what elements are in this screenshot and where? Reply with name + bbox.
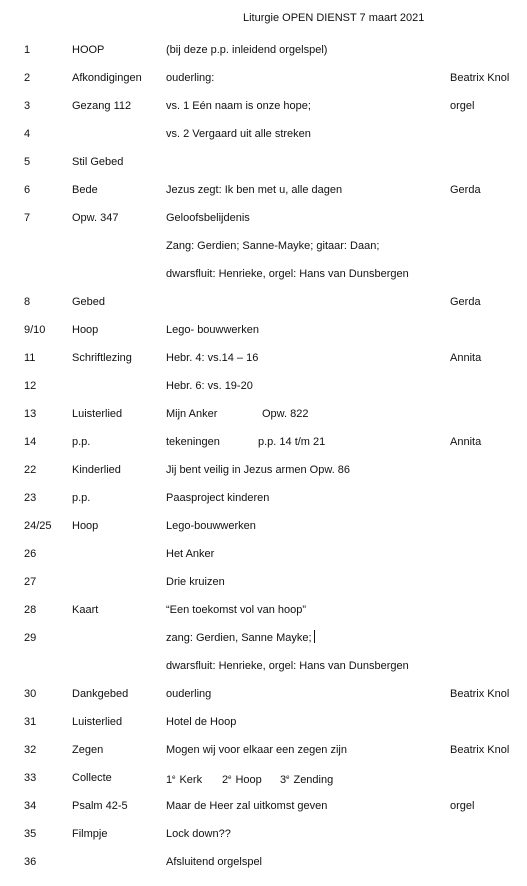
liturgy-row xyxy=(0,854,527,870)
row-number: 13 xyxy=(24,408,37,420)
row-description: zang: Gerdien, Sanne Mayke; xyxy=(166,632,312,644)
row-item: Gebed xyxy=(72,296,106,308)
liturgy-row xyxy=(0,210,527,226)
row-description: Het Anker xyxy=(166,548,215,560)
liturgy-row xyxy=(0,770,527,786)
liturgy-row xyxy=(0,490,527,506)
row-item: Schriftlezing xyxy=(72,352,132,364)
liturgy-row xyxy=(0,266,527,282)
row-number: 12 xyxy=(24,380,37,392)
row-description: vs. 2 Vergaard uit alle streken xyxy=(166,128,311,140)
row-number: 26 xyxy=(24,548,37,560)
row-number: 14 xyxy=(24,436,37,448)
row-description: Afsluitend orgelspel xyxy=(166,856,263,868)
collecte-ordinal: 2 xyxy=(222,774,229,786)
row-item: Psalm 42-5 xyxy=(72,800,128,812)
collecte-label: Hoop xyxy=(235,774,262,786)
row-responsible: Beatrix Knol xyxy=(450,688,510,700)
row-description: Hotel de Hoop xyxy=(166,716,237,728)
row-number: 36 xyxy=(24,856,37,868)
row-number: 2 xyxy=(24,72,31,84)
liturgy-row xyxy=(0,182,527,198)
row-number: 7 xyxy=(24,212,31,224)
liturgy-row xyxy=(0,434,527,450)
row-description: ouderling xyxy=(166,688,212,700)
row-description: Jij bent veilig in Jezus armen Opw. 86 xyxy=(166,464,351,476)
row-description: Geloofsbelijdenis xyxy=(166,212,250,224)
row-description: Maar de Heer zal uitkomst geven xyxy=(166,800,328,812)
row-number: 11 xyxy=(24,352,36,364)
row-item: Opw. 347 xyxy=(72,212,119,224)
row-description: Hebr. 6: vs. 19-20 xyxy=(166,380,253,392)
row-number: 29 xyxy=(24,632,37,644)
row-item: Kaart xyxy=(72,604,99,616)
row-responsible: Gerda xyxy=(450,184,481,196)
row-responsible: Gerda xyxy=(450,296,481,308)
row-description: “Een toekomst vol van hoop” xyxy=(166,604,307,616)
collecte-label: Kerk xyxy=(179,774,203,786)
row-item: Dankgebed xyxy=(72,688,129,700)
row-description: Jezus zegt: Ik ben met u, alle dagen xyxy=(166,184,343,196)
row-item: p.p. xyxy=(72,436,91,448)
row-item: Kinderlied xyxy=(72,464,121,476)
collecte-ordinal: 3 xyxy=(280,774,287,786)
row-number: 34 xyxy=(24,800,37,812)
liturgy-row xyxy=(0,686,527,702)
liturgy-row xyxy=(0,350,527,366)
row-number: 27 xyxy=(24,576,37,588)
liturgy-row xyxy=(0,658,527,674)
row-number: 30 xyxy=(24,688,37,700)
row-description: ouderling: xyxy=(166,72,215,84)
collecte-label: Zending xyxy=(293,774,334,786)
row-description: Mogen wij voor elkaar een zegen zijn xyxy=(166,744,347,756)
liturgy-row xyxy=(0,602,527,618)
row-number: 33 xyxy=(24,772,37,784)
row-item: Filmpje xyxy=(72,828,108,840)
liturgy-row xyxy=(0,70,527,86)
liturgy-row xyxy=(0,798,527,814)
row-number: 9/10 xyxy=(24,324,46,336)
row-responsible: Annita xyxy=(450,352,482,364)
liturgy-row xyxy=(0,546,527,562)
collecte-ordinal-suffix: e xyxy=(286,775,290,781)
liturgy-row xyxy=(0,406,527,422)
row-item: Luisterlied xyxy=(72,408,123,420)
liturgy-row xyxy=(0,322,527,338)
liturgy-row xyxy=(0,714,527,730)
collecte-target xyxy=(280,770,333,788)
row-responsible: orgel xyxy=(450,100,475,112)
liturgy-row xyxy=(0,42,527,58)
row-description: Lock down?? xyxy=(166,828,231,840)
row-description: Zang: Gerdien; Sanne-Mayke; gitaar: Daan; xyxy=(166,240,380,252)
liturgy-row xyxy=(0,378,527,394)
row-number: 8 xyxy=(24,296,31,308)
row-item: HOOP xyxy=(72,44,105,56)
row-item: Bede xyxy=(72,184,98,196)
row-item: Zegen xyxy=(72,744,104,756)
collecte-target xyxy=(166,770,202,788)
row-description: Lego- bouwwerken xyxy=(166,324,259,336)
liturgy-row xyxy=(0,238,527,254)
row-number: 28 xyxy=(24,604,37,616)
row-description: vs. 1 Eén naam is onze hope; xyxy=(166,100,311,112)
row-responsible: Beatrix Knol xyxy=(450,72,510,84)
row-description: dwarsfluit: Henrieke, orgel: Hans van Dunsbergen xyxy=(166,660,409,672)
row-item: p.p. xyxy=(72,492,91,504)
row-item: Gezang 112 xyxy=(72,100,132,112)
liturgy-row xyxy=(0,154,527,170)
row-description: Paasproject kinderen xyxy=(166,492,270,504)
liturgy-row xyxy=(0,826,527,842)
row-description: Mijn Anker xyxy=(166,408,218,420)
row-description-secondary: Opw. 822 xyxy=(262,408,309,420)
row-number: 3 xyxy=(24,100,31,112)
row-description: (bij deze p.p. inleidend orgelspel) xyxy=(166,44,328,56)
row-number: 5 xyxy=(24,156,31,168)
row-responsible: Annita xyxy=(450,436,482,448)
collecte-ordinal-suffix: e xyxy=(228,775,232,781)
row-number: 35 xyxy=(24,828,37,840)
row-item: Hoop xyxy=(72,324,99,336)
collecte-target xyxy=(222,770,262,788)
row-description-secondary: p.p. 14 t/m 21 xyxy=(258,436,326,448)
row-item: Stil Gebed xyxy=(72,156,124,168)
liturgy-row xyxy=(0,630,527,646)
row-number: 31 xyxy=(24,716,37,728)
collecte-ordinal: 1 xyxy=(166,774,173,786)
row-item: Hoop xyxy=(72,520,99,532)
liturgy-row xyxy=(0,574,527,590)
row-description: dwarsfluit: Henrieke, orgel: Hans van Dunsbergen xyxy=(166,268,409,280)
row-responsible: Beatrix Knol xyxy=(450,744,510,756)
liturgy-row xyxy=(0,98,527,114)
row-responsible: orgel xyxy=(450,800,475,812)
row-number: 22 xyxy=(24,464,37,476)
row-number: 23 xyxy=(24,492,37,504)
liturgy-row xyxy=(0,518,527,534)
row-number: 6 xyxy=(24,184,31,196)
liturgy-row xyxy=(0,742,527,758)
row-item: Collecte xyxy=(72,772,112,784)
row-description: tekeningen xyxy=(166,436,220,448)
liturgy-row xyxy=(0,126,527,142)
row-item: Luisterlied xyxy=(72,716,123,728)
liturgy-row xyxy=(0,462,527,478)
liturgy-row xyxy=(0,294,527,310)
row-description: Hebr. 4: vs.14 – 16 xyxy=(166,352,259,364)
row-number: 24/25 xyxy=(24,520,52,532)
row-number: 32 xyxy=(24,744,37,756)
collecte-ordinal-suffix: e xyxy=(172,775,176,781)
page-title: Liturgie OPEN DIENST 7 maart 2021 xyxy=(243,12,425,24)
row-item: Afkondigingen xyxy=(72,72,142,84)
row-description: Lego-bouwwerken xyxy=(166,520,256,532)
text-cursor xyxy=(311,630,315,646)
row-number: 1 xyxy=(24,44,31,56)
row-description: Drie kruizen xyxy=(166,576,225,588)
row-number: 4 xyxy=(24,128,31,140)
